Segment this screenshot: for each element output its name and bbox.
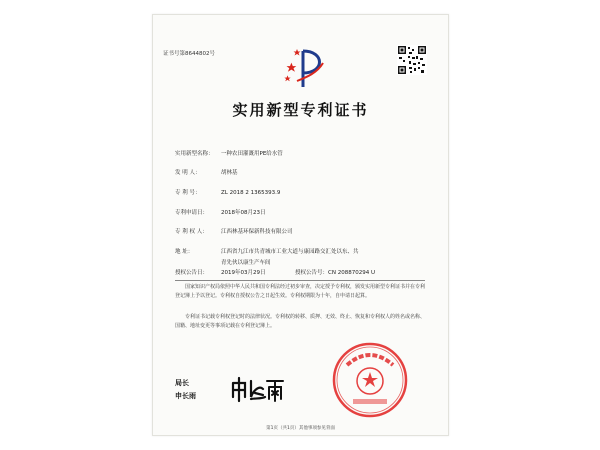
- field-value: 2019年03月29日: [221, 270, 266, 276]
- qr-code-icon: [397, 45, 427, 75]
- field-grant-date: [175, 268, 375, 276]
- field-label: 地 址：: [175, 249, 194, 255]
- field-label: 专 利 权 人：: [175, 229, 208, 235]
- field-label: 授权公告日：: [175, 270, 209, 276]
- grant-number-label: 授权公告号：: [295, 270, 329, 276]
- field-value: 江西省九江市共青城市工业大道与康园路交汇处以东、共: [221, 249, 359, 255]
- certificate-paragraph-2: 专利证书记载专利权登记时的法律状况。专利权的转移、质押、无效、终止、恢复和专利权人的姓名或名称、国籍、地址变更等事项记载在专利登记簿上。: [175, 314, 426, 329]
- cnipa-logo-icon: [283, 43, 327, 93]
- signature-icon: [229, 375, 285, 403]
- grant-number-value: CN 208870294 U: [328, 270, 375, 276]
- divider: [175, 280, 425, 281]
- field-inventor: [175, 168, 238, 176]
- certificate-number: 证书号第8644802号: [163, 51, 215, 57]
- field-label: 专 利 号：: [175, 190, 201, 196]
- field-value: 江西林基环保新科技有限公司: [221, 229, 293, 235]
- field-application-date: [175, 208, 266, 216]
- field-value: 胡林基: [221, 170, 238, 176]
- field-value: ZL 2018 2 1365393.9: [221, 190, 281, 196]
- field-value: 一种农田灌溉用PE给水管: [221, 151, 283, 157]
- field-value: 2018年08月23日: [221, 210, 266, 216]
- field-label: 专利申请日：: [175, 210, 209, 216]
- field-patentee: [175, 227, 293, 235]
- field-label: 发 明 人：: [175, 170, 201, 176]
- field-label: 实用新型名称：: [175, 151, 214, 157]
- official-seal-icon: [331, 341, 409, 419]
- certificate-title: 实用新型专利证书: [232, 101, 369, 119]
- patent-certificate: [152, 14, 449, 436]
- director-name: 申长雨: [175, 392, 196, 400]
- page-footer: 第1页（共1页）其他事项参见背面: [266, 426, 335, 431]
- director-title: 局长: [175, 379, 189, 387]
- field-utility-name: [175, 149, 283, 157]
- field-patent-number: [175, 188, 280, 196]
- field-address: [175, 247, 359, 255]
- address-continuation: 青先伙以康生产车间: [221, 260, 271, 266]
- certificate-paragraph-1: 国家知识产权局依照中华人民共和国专利法经过初步审查，决定授予专利权，颁发实用新型专利证书并在专利登记簿上予以登记。专利权自授权公告之日起生效。专利权期限为十年，自申请日起算。: [175, 284, 426, 299]
